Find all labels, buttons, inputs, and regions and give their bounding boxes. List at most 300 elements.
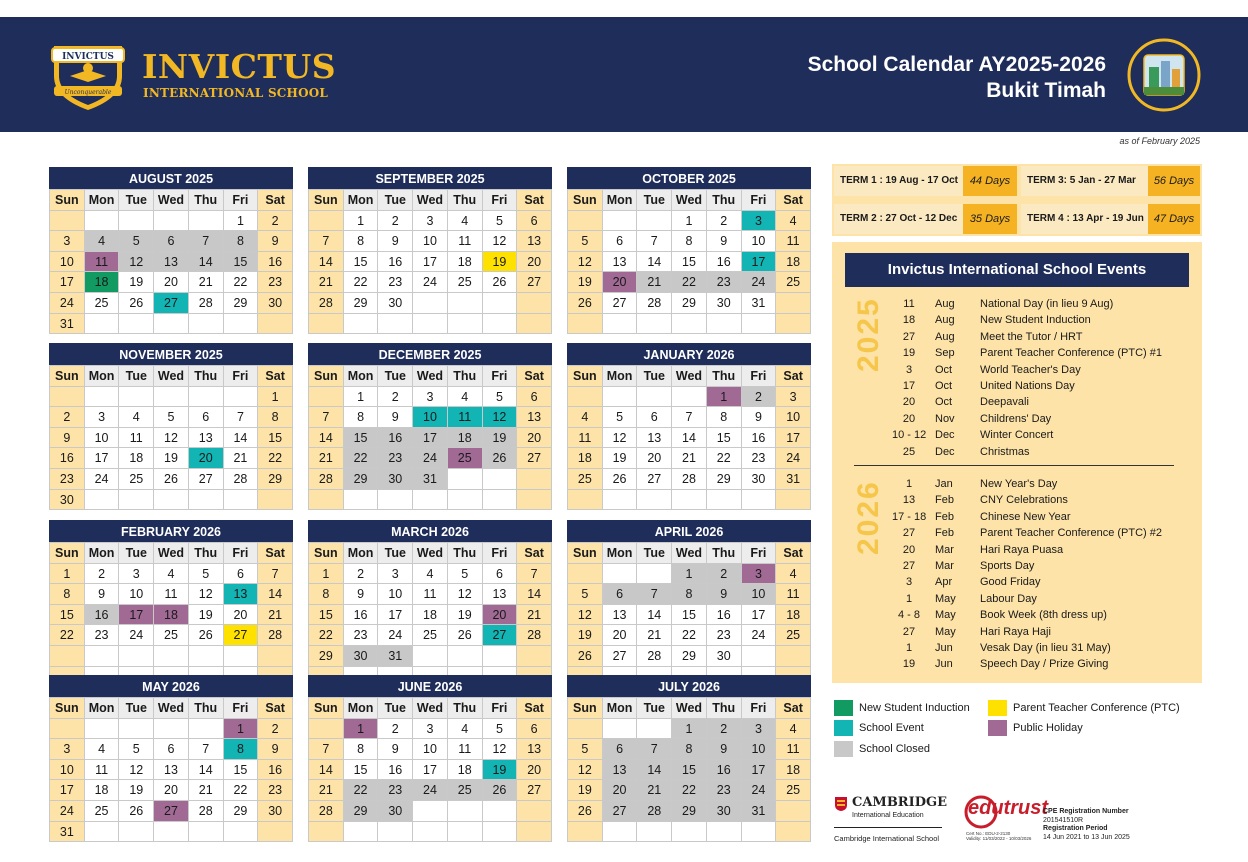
day-cell: 22 [344,272,379,293]
weekday-header: Mon [85,366,120,387]
day-cell: 1 [224,719,259,740]
month-title: JANUARY 2026 [567,343,811,365]
month-calendar [567,343,811,510]
day-cell: 10 [742,739,777,760]
day-cell: 31 [742,293,777,314]
calendar-title-line1: School Calendar AY2025-2026 [807,53,1106,76]
weekday-header: Sat [517,190,552,211]
month-calendar [567,520,811,687]
empty-cell [85,490,120,511]
day-cell: 8 [707,407,742,428]
empty-cell [448,469,483,490]
day-cell: 18 [119,448,154,469]
empty-cell [568,822,603,843]
day-cell: 3 [50,739,85,760]
empty-cell [707,490,742,511]
empty-cell [50,646,85,667]
day-cell: 26 [568,293,603,314]
empty-cell [344,822,379,843]
day-cell: 26 [483,272,518,293]
day-cell: 8 [344,231,379,252]
empty-cell [776,801,811,822]
event-month: Aug [935,330,955,343]
day-cell: 2 [707,211,742,232]
day-cell: 10 [742,584,777,605]
day-cell: 17 [119,605,154,626]
weekday-header: Thu [189,543,224,564]
day-cell: 27 [517,272,552,293]
day-cell: 7 [637,739,672,760]
weekday-header: Thu [707,698,742,719]
day-cell: 20 [224,605,259,626]
day-cell: 22 [672,625,707,646]
month-title: JULY 2026 [567,675,811,697]
day-cell: 13 [224,584,259,605]
month-grid [49,189,293,334]
event-date: 10 - 12 [892,429,927,442]
day-cell: 13 [483,584,518,605]
event-name: Meet the Tutor / HRT [980,330,1083,343]
empty-cell [672,490,707,511]
day-cell: 14 [637,605,672,626]
event-name: Book Week (8th dress up) [980,609,1107,622]
edutrust-validity: Validity: 11/03/2022 - 10/03/2026 [966,836,1032,841]
weekday-header: Sat [776,543,811,564]
day-cell: 15 [672,760,707,781]
day-cell: 3 [742,564,777,585]
event-name: New Year's Day [980,478,1058,490]
day-cell: 10 [50,760,85,781]
edutrust-cert: Cert No.: EDU-2-2130 [966,831,1011,836]
weekday-header: Thu [707,366,742,387]
term-4-days: 47 Days [1148,204,1200,234]
day-cell: 26 [568,801,603,822]
weekday-header: Sat [258,543,293,564]
crest-motto: Unconquerable [64,89,112,96]
empty-cell [637,719,672,740]
weekday-header: Fri [224,366,259,387]
day-cell: 25 [119,469,154,490]
event-name: Parent Teacher Conference (PTC) #2 [980,527,1162,540]
weekday-header: Sun [50,190,85,211]
day-cell: 17 [378,605,413,626]
legend-swatch [988,700,1007,716]
day-cell: 31 [413,469,448,490]
day-cell: 5 [154,407,189,428]
weekday-header: Sat [776,698,811,719]
day-cell: 26 [154,469,189,490]
day-cell: 1 [344,719,379,740]
day-cell: 22 [224,272,259,293]
day-cell: 15 [50,605,85,626]
day-cell: 26 [603,469,638,490]
day-cell: 6 [603,584,638,605]
day-cell: 28 [189,801,224,822]
event-name: Chinese New Year [980,510,1071,523]
day-cell: 16 [378,428,413,449]
month-title: JUNE 2026 [308,675,552,697]
empty-cell [568,211,603,232]
day-cell: 14 [672,428,707,449]
day-cell: 4 [85,739,120,760]
weekday-header: Thu [189,366,224,387]
event-month: Oct [935,380,953,392]
day-cell: 3 [378,564,413,585]
empty-cell [448,314,483,335]
empty-cell [50,719,85,740]
day-cell: 20 [189,448,224,469]
day-cell: 6 [637,407,672,428]
empty-cell [224,822,259,843]
empty-cell [85,646,120,667]
day-cell: 10 [119,584,154,605]
event-month: Jan [935,478,953,490]
empty-cell [568,314,603,335]
day-cell: 1 [258,387,293,408]
day-cell: 6 [224,564,259,585]
day-cell: 18 [413,605,448,626]
term-3-label: TERM 3: 5 Jan - 27 Mar [1027,175,1136,186]
empty-cell [85,211,120,232]
event-month: Jun [935,642,953,654]
day-cell: 28 [672,469,707,490]
weekday-header: Thu [189,698,224,719]
empty-cell [224,314,259,335]
day-cell: 7 [309,231,344,252]
day-cell: 30 [258,293,293,314]
day-cell: 9 [707,739,742,760]
event-date: 1 [905,592,913,605]
legend-label: Public Holiday [1013,722,1083,734]
event-name: Christmas [980,445,1030,458]
empty-cell [483,646,518,667]
day-cell: 22 [707,448,742,469]
day-cell: 21 [637,272,672,293]
empty-cell [672,387,707,408]
weekday-header: Fri [483,190,518,211]
day-cell: 27 [154,801,189,822]
day-cell: 13 [189,428,224,449]
day-cell: 12 [603,428,638,449]
day-cell: 23 [378,780,413,801]
day-cell: 15 [344,252,379,273]
empty-cell [189,211,224,232]
day-cell: 23 [707,272,742,293]
day-cell: 3 [742,211,777,232]
event-name: Hari Raya Puasa [980,543,1064,556]
day-cell: 3 [413,211,448,232]
day-cell: 20 [483,605,518,626]
weekday-header: Sun [568,698,603,719]
day-cell: 29 [344,469,379,490]
day-cell: 30 [707,646,742,667]
day-cell: 21 [309,272,344,293]
empty-cell [413,490,448,511]
weekday-header: Wed [154,543,189,564]
empty-cell [85,314,120,335]
day-cell: 23 [742,448,777,469]
day-cell: 9 [258,739,293,760]
empty-cell [258,490,293,511]
event-name: Deepavali [980,396,1029,409]
day-cell: 4 [776,564,811,585]
event-month: Feb [935,494,954,507]
empty-cell [189,314,224,335]
day-cell: 22 [672,272,707,293]
weekday-header: Sun [50,698,85,719]
day-cell: 8 [50,584,85,605]
day-cell: 28 [258,625,293,646]
empty-cell [224,387,259,408]
day-cell: 27 [517,780,552,801]
day-cell: 11 [448,739,483,760]
day-cell: 31 [742,801,777,822]
day-cell: 10 [413,739,448,760]
empty-cell [154,490,189,511]
weekday-header: Sat [258,698,293,719]
event-date: 3 [905,363,913,376]
weekday-header: Sat [258,366,293,387]
empty-cell [378,490,413,511]
month-grid [308,542,552,687]
day-cell: 10 [413,407,448,428]
day-cell: 2 [258,719,293,740]
day-cell: 6 [517,387,552,408]
day-cell: 4 [154,564,189,585]
weekday-header: Mon [344,366,379,387]
weekday-header: Thu [448,698,483,719]
empty-cell [413,822,448,843]
event-date: 11 [903,298,915,310]
weekday-header: Tue [378,190,413,211]
weekday-header: Tue [378,698,413,719]
day-cell: 13 [637,428,672,449]
month-calendar [49,343,293,510]
day-cell: 23 [378,448,413,469]
weekday-header: Mon [603,366,638,387]
event-date: 17 [902,380,916,392]
legend-swatch [834,700,853,716]
weekday-header: Mon [603,190,638,211]
day-cell: 11 [448,407,483,428]
event-date: 4 - 8 [897,609,920,622]
day-cell: 1 [344,211,379,232]
day-cell: 29 [344,801,379,822]
day-cell: 29 [224,801,259,822]
empty-cell [154,646,189,667]
event-date: 19 [902,658,916,671]
day-cell: 16 [707,605,742,626]
weekday-header: Tue [637,190,672,211]
empty-cell [483,801,518,822]
day-cell: 2 [258,211,293,232]
cambridge-shield-icon [834,796,848,812]
day-cell: 15 [344,760,379,781]
day-cell: 7 [309,739,344,760]
day-cell: 26 [448,625,483,646]
day-cell: 26 [483,448,518,469]
day-cell: 13 [517,407,552,428]
month-calendar [49,520,293,687]
weekday-header: Tue [637,698,672,719]
day-cell: 8 [344,407,379,428]
empty-cell [742,314,777,335]
day-cell: 18 [85,272,120,293]
weekday-header: Sun [50,366,85,387]
day-cell: 28 [224,469,259,490]
month-grid [49,542,293,687]
day-cell: 9 [707,231,742,252]
day-cell: 16 [85,605,120,626]
weekday-header: Fri [742,543,777,564]
event-month: Aug [935,314,955,327]
day-cell: 4 [448,719,483,740]
weekday-header: Wed [672,543,707,564]
crest-text: INVICTUS [62,52,114,62]
empty-cell [776,314,811,335]
day-cell: 2 [378,387,413,408]
weekday-header: Tue [119,366,154,387]
day-cell: 19 [448,605,483,626]
day-cell: 7 [309,407,344,428]
empty-cell [603,719,638,740]
month-title: DECEMBER 2025 [308,343,552,365]
day-cell: 17 [742,760,777,781]
day-cell: 11 [776,739,811,760]
day-cell: 4 [568,407,603,428]
legend-swatch [834,741,853,757]
event-month: Dec [935,445,955,458]
event-date: 25 [902,445,916,458]
event-month: Mar [935,560,954,572]
weekday-header: Mon [85,698,120,719]
day-cell: 16 [258,252,293,273]
day-cell: 27 [603,801,638,822]
month-title: FEBRUARY 2026 [49,520,293,542]
weekday-header: Wed [154,190,189,211]
term-4 [1021,204,1200,234]
weekday-header: Fri [224,543,259,564]
month-title: AUGUST 2025 [49,167,293,189]
term-2-label: TERM 2 : 27 Oct - 12 Dec [840,213,958,224]
weekday-header: Tue [119,190,154,211]
day-cell: 19 [568,625,603,646]
event-month: Dec [935,429,955,442]
day-cell: 24 [413,780,448,801]
day-cell: 16 [378,760,413,781]
empty-cell [309,719,344,740]
event-name: World Teacher's Day [980,363,1081,376]
term-4-label: TERM 4 : 13 Apr - 19 Jun [1027,213,1144,224]
weekday-header: Sat [258,190,293,211]
cambridge-wordmark: CAMBRIDGE [852,795,947,810]
day-cell: 15 [672,252,707,273]
events-panel [832,242,1202,683]
day-cell: 8 [224,739,259,760]
day-cell: 14 [637,760,672,781]
day-cell: 11 [568,428,603,449]
day-cell: 18 [448,428,483,449]
event-name: Childrens' Day [980,412,1052,425]
day-cell: 30 [707,801,742,822]
month-grid [49,365,293,510]
day-cell: 2 [707,719,742,740]
as-of-date: as of February 2025 [1119,136,1200,146]
legend-label: School Event [859,722,924,734]
cpe-registration [1043,808,1130,842]
empty-cell [448,801,483,822]
empty-cell [413,293,448,314]
day-cell: 18 [154,605,189,626]
day-cell: 2 [378,211,413,232]
month-grid [567,697,811,842]
day-cell: 27 [603,293,638,314]
empty-cell [154,387,189,408]
event-date: 27 [902,330,916,343]
day-cell: 23 [258,272,293,293]
weekday-header: Fri [483,543,518,564]
empty-cell [119,490,154,511]
day-cell: 6 [154,739,189,760]
empty-cell [50,211,85,232]
day-cell: 17 [742,252,777,273]
day-cell: 30 [707,293,742,314]
day-cell: 19 [119,780,154,801]
legend-swatch [834,720,853,736]
day-cell: 22 [224,780,259,801]
day-cell: 7 [637,584,672,605]
day-cell: 19 [154,448,189,469]
day-cell: 12 [483,407,518,428]
weekday-header: Sun [309,698,344,719]
day-cell: 20 [637,448,672,469]
day-cell: 30 [378,293,413,314]
day-cell: 13 [154,760,189,781]
day-cell: 8 [344,739,379,760]
day-cell: 10 [776,407,811,428]
weekday-header: Mon [344,698,379,719]
day-cell: 19 [568,780,603,801]
day-cell: 7 [517,564,552,585]
day-cell: 17 [50,780,85,801]
cambridge-subtitle: International Education [852,812,924,819]
day-cell: 5 [483,211,518,232]
day-cell: 3 [50,231,85,252]
day-cell: 17 [413,760,448,781]
empty-cell [189,490,224,511]
day-cell: 16 [707,760,742,781]
legend-label: Parent Teacher Conference (PTC) [1013,702,1180,714]
empty-cell [603,822,638,843]
weekday-header: Fri [224,698,259,719]
day-cell: 4 [85,231,120,252]
month-calendar [49,675,293,842]
day-cell: 9 [378,739,413,760]
event-date: 17 - 18 [892,510,927,523]
edutrust-details [966,831,1031,841]
empty-cell [637,314,672,335]
day-cell: 4 [413,564,448,585]
day-cell: 4 [776,719,811,740]
day-cell: 25 [85,801,120,822]
day-cell: 5 [119,231,154,252]
day-cell: 17 [50,272,85,293]
day-cell: 24 [742,272,777,293]
empty-cell [603,314,638,335]
empty-cell [483,469,518,490]
event-name: Labour Day [980,592,1037,605]
day-cell: 13 [517,231,552,252]
